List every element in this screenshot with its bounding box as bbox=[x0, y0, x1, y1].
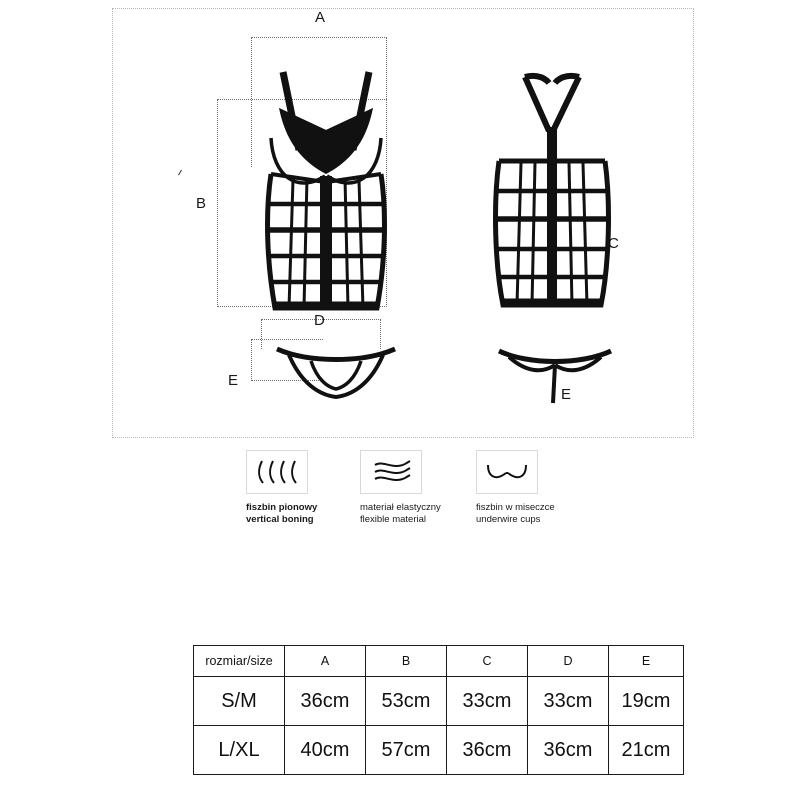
row-size-label: S/M bbox=[194, 677, 285, 726]
table-header-size: rozmiar/size bbox=[194, 646, 285, 677]
measure-label-d: D bbox=[314, 312, 326, 329]
feature-flexible-material bbox=[360, 450, 441, 526]
feature-underwire-cups bbox=[476, 450, 555, 526]
feature-caption-en: vertical boning bbox=[246, 514, 314, 525]
measure-label-a: A bbox=[315, 9, 326, 26]
corset-back-view bbox=[473, 69, 633, 314]
table-header-row bbox=[194, 646, 684, 677]
flexible-material-icon bbox=[360, 450, 422, 494]
table-row bbox=[194, 726, 684, 775]
measure-label-e-left: E bbox=[228, 372, 239, 389]
measure-tick-b bbox=[178, 170, 182, 176]
size-table bbox=[193, 645, 684, 775]
product-diagram-panel bbox=[112, 8, 694, 438]
table-header-a: A bbox=[285, 646, 366, 677]
feature-caption-pl: fiszbin w miseczce bbox=[476, 502, 555, 513]
table-header-b: B bbox=[366, 646, 447, 677]
table-row bbox=[194, 677, 684, 726]
measure-label-c: C bbox=[608, 235, 620, 252]
cell-c: 36cm bbox=[447, 726, 528, 775]
measure-label-b: B bbox=[196, 195, 207, 212]
cell-d: 36cm bbox=[528, 726, 609, 775]
corset-front-view bbox=[241, 64, 411, 314]
cell-a: 40cm bbox=[285, 726, 366, 775]
table-header-d: D bbox=[528, 646, 609, 677]
row-size-label: L/XL bbox=[194, 726, 285, 775]
cell-b: 53cm bbox=[366, 677, 447, 726]
underwire-cups-icon bbox=[476, 450, 538, 494]
feature-vertical-boning bbox=[246, 450, 317, 526]
cell-e: 21cm bbox=[609, 726, 684, 775]
cell-a: 36cm bbox=[285, 677, 366, 726]
cell-c: 33cm bbox=[447, 677, 528, 726]
cell-b: 57cm bbox=[366, 726, 447, 775]
measure-label-e-right: E bbox=[561, 386, 572, 403]
feature-caption-pl: fiszbin pionowy bbox=[246, 502, 318, 513]
table-header-c: C bbox=[447, 646, 528, 677]
thong-front-view bbox=[271, 339, 401, 404]
feature-caption-en: underwire cups bbox=[476, 514, 541, 525]
table-header-e: E bbox=[609, 646, 684, 677]
cell-e: 19cm bbox=[609, 677, 684, 726]
cell-d: 33cm bbox=[528, 677, 609, 726]
thong-back-view bbox=[493, 339, 618, 409]
feature-caption-en: flexible material bbox=[360, 514, 426, 525]
feature-caption-pl: materiał elastyczny bbox=[360, 502, 441, 513]
vertical-boning-icon bbox=[246, 450, 308, 494]
feature-icons-row bbox=[112, 440, 694, 550]
